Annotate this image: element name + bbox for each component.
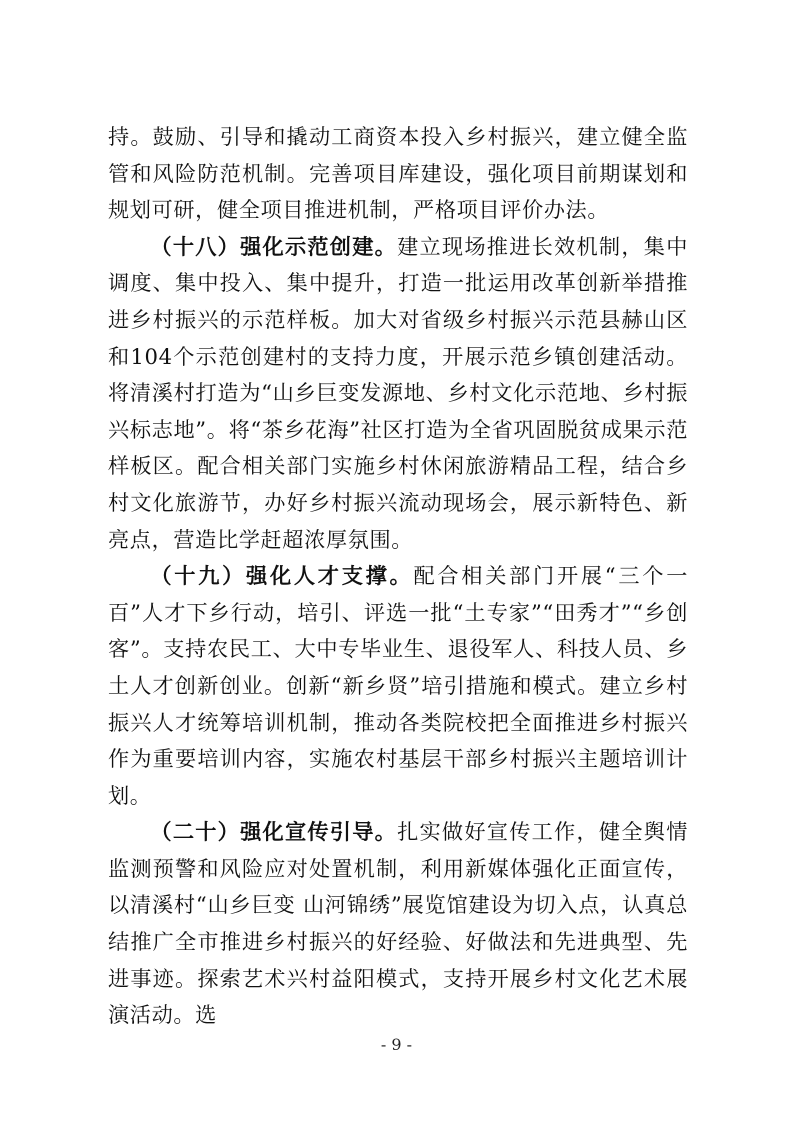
document-body [108,119,688,1034]
section-heading: （十九）强化人才支撑。 [150,563,414,589]
section-19 [108,558,688,814]
paragraph-text: 配合相关部门开展“三个一百”人才下乡行动，培引、评选一批“土专家”“田秀才”“乡创客”。支持农民工、大中专毕业生、退役军人、科技人员、乡土人才创新创业。创新“新乡贤”培引措施和模式。建立乡村振兴人才统筹培训机制，推动各类院校把全面推进乡村振兴作为重要培训内容，实施农村基层干部乡村振兴主题培训计划。 [108,563,688,808]
section-20 [108,814,688,1034]
page-number: - 9 - [380,1035,413,1054]
section-18 [108,229,688,558]
section-heading: （十八）强化示范创建。 [150,233,398,259]
section-heading: （二十）强化宣传引导。 [150,819,398,845]
paragraph-text: 建立现场推进长效机制，集中调度、集中投入、集中提升，打造一批运用改革创新举措推进乡村振兴的示范样板。加大对省级乡村振兴示范县赫山区和104个示范创建村的支持力度，开展示范乡镇创建活动。将清溪村打造为“山乡巨变发源地、乡村文化示范地、乡村振兴标志地”。将“茶乡花海”社区打造为全省巩固脱贫成果示范样板区。配合相关部门实施乡村休闲旅游精品工程，结合乡村文化旅游节，办好乡村振兴流动现场会，展示新特色、新亮点，营造比学赶超浓厚氛围。 [108,233,688,552]
paragraph-text: 持。鼓励、引导和撬动工商资本投入乡村振兴，建立健全监管和风险防范机制。完善项目库建设，强化项目前期谋划和规划可研，健全项目推进机制，严格项目评价办法。 [108,124,688,223]
paragraph-text: 扎实做好宣传工作，健全舆情监测预警和风险应对处置机制，利用新媒体强化正面宣传，以清溪村“山乡巨变 山河锦绣”展览馆建设为切入点，认真总结推广全市推进乡村振兴的好经验、好做法和先进典型、先进事迹。探索艺术兴村益阳模式，支持开展乡村文化艺术展演活动。选 [108,819,688,1028]
paragraph-continuation [108,119,688,229]
